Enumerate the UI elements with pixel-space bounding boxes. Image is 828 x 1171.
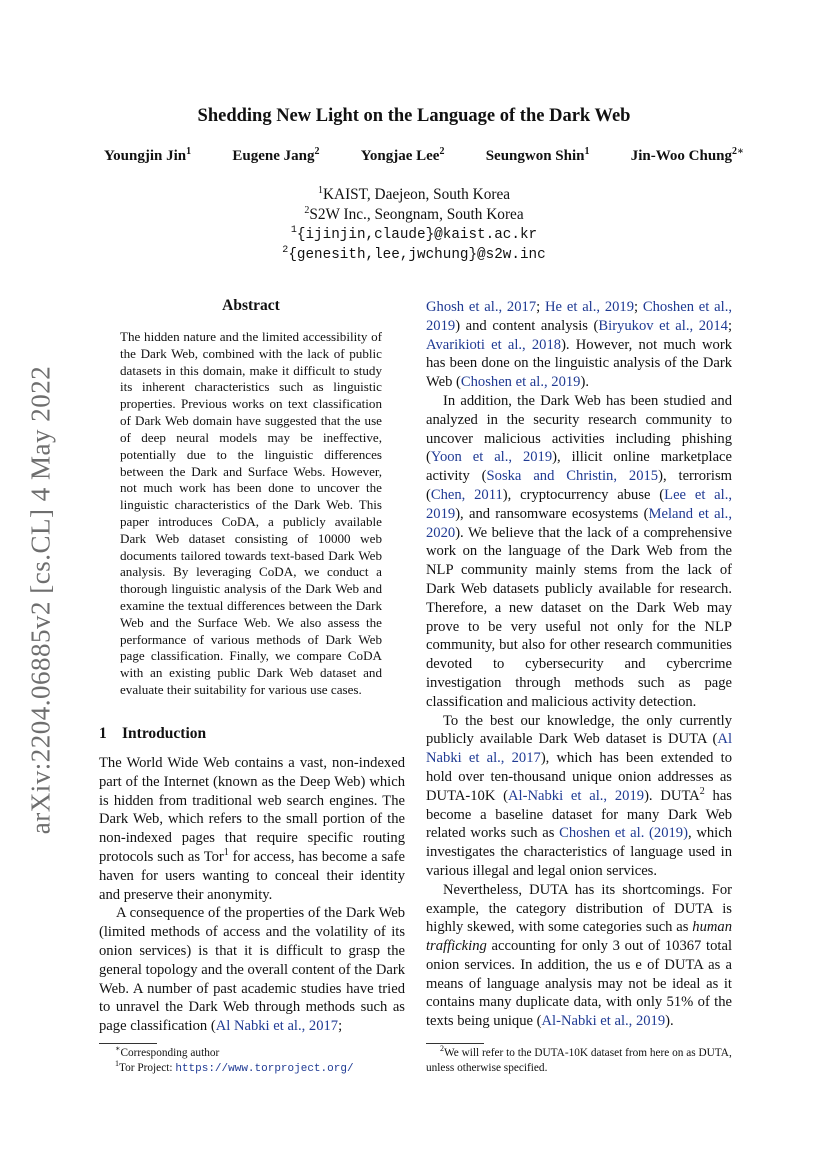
- author-email: $^1${ijinjin,claude}@kaist.ac.kr: [290, 225, 538, 243]
- paper-title: Shedding New Light on the Language of the Dark Web: [197, 106, 631, 126]
- footnote-rule: [426, 1043, 484, 1044]
- citation-link[interactable]: Choshen et al., 2019: [426, 299, 732, 334]
- author: Jin-Woo Chung$^{2∗}$: [630, 146, 744, 164]
- abstract-heading: Abstract: [222, 297, 280, 314]
- paragraph: Ghosh et al., 2017; He et al., 2019; Choshen et al., 2019) and content analysis (Biryukov et al., 2014; Avarikioti et al., 2018). However, not much work has been done on the linguistic analysis of the Dark Web (Choshen et al., 2019).: [426, 299, 732, 391]
- footnote: ∗Corresponding author: [115, 1044, 220, 1059]
- arxiv-identifier: arXiv:2204.06885v2 [cs.CL] 4 May 2022: [25, 365, 56, 835]
- left-column-text: [99, 754, 405, 1036]
- footnote: $^1$Tor Project: https://www.torproject.org/: [115, 1059, 354, 1075]
- author: Youngjin Jin$^1$: [104, 146, 192, 164]
- paragraph: In addition, the Dark Web has been studied and analyzed in the security research community to uncover malicious activities including phishing (Yoon et al., 2019), illicit online marketplace activity (Soska and Christin, 2015), terrorism (Chen, 2011), cryptocurrency abuse (Lee et al., 2019), and ransomware ecosystems (Meland et al., 2020). We believe that the lack of a comprehensive work on the language of the Dark Web from the NLP community mainly stems from the lack of Dark Web datasets publicly available for research. Therefore, a new dataset on the Dark Web may prove to be very useful not only for the NLP community, but also for other research communities devoted to cybersecurity and cybercrime investigation through methods such as page classification and malicious activity detection.: [426, 392, 733, 710]
- paragraph: To the best our knowledge, the only currently publicly available Dark Web dataset is DUTA (Al Nabki et al., 2017), which has been extended to hold over ten-thousand unique onion addresses as DUTA-10K (Al-Nabki et al., 2019). DUTA$^2$ has become a baseline dataset for many Dark Web related works such as Choshen et al. (2019), which investigates the characteristics of language used in various illegal and legal onion services.: [426, 712, 732, 879]
- author-list: [104, 148, 744, 165]
- citation-link[interactable]: Soska and Christin, 2015: [486, 468, 659, 485]
- paragraph: Nevertheless, DUTA has its shortcomings. For example, the category distribution of DUTA is highly skewed, with some categories such as human trafficking accounting for only 3 out of 10367 total onion services. In addition, the us e of DUTA as a means of language analysis may not be ideal as it contains many duplicate data, with only 51% of the texts being unique (Al-Nabki et al., 2019).: [426, 881, 732, 1030]
- citation-link[interactable]: Avarikioti et al., 2018: [426, 336, 562, 353]
- paragraph: A consequence of the properties of the Dark Web (limited methods of access and the volatility of its onion services) is that it is difficult to grasp the general topology and the overall content of the Dark Web. A number of past academic studies have tried to unravel the Dark Web through methods such as page classification (Al Nabki et al., 2017;: [99, 905, 405, 1035]
- citation-link[interactable]: Biryukov et al., 2014: [598, 317, 728, 334]
- author-email: $^2${genesith,lee,jwchung}@s2w.inc: [282, 245, 546, 263]
- footnote-rule: [99, 1043, 157, 1044]
- author: Seungwon Shin$^1$: [485, 146, 590, 164]
- footnote: $^2$We will refer to the DUTA-10K dataset from here on as DUTA, unless otherwise specified.: [426, 1044, 732, 1074]
- affiliation: $^2$S2W Inc., Seongnam, South Korea: [304, 204, 524, 223]
- citation-link[interactable]: He et al., 2019: [545, 299, 635, 315]
- citation-link[interactable]: Choshen et al. (2019): [559, 825, 688, 842]
- author: Yongjae Lee$^2$: [360, 146, 445, 164]
- author: Eugene Jang$^2$: [232, 146, 320, 164]
- citation-link[interactable]: Choshen et al., 2019: [460, 374, 581, 391]
- abstract-body: The hidden nature and the limited accessibility of the Dark Web, combined with the lack of public datasets in this domain, make it difficult to study its inherent characteristics such as linguistic properties. Previous works on text classification of Dark Web domain have suggested that the use of deep neural models may be ineffective, potentially due to the linguistic differences between the Dark and Surface Webs. However, not much work has been done to uncover the linguistic characteristics of the Dark Web. This paper introduces CoDA, a publicly available Dark Web dataset consisting of 10000 web documents tailored towards text-based Dark Web analysis. By leveraging CoDA, we conduct a thorough linguistic analysis of the Dark Web and examine the textual differences between the Dark Web and the Surface Web. We also assess the performance of various methods of Dark Web page classification. Finally, we compare CoDA with an existing public Dark Web dataset and evaluate their suitability for various use cases.: [120, 329, 382, 698]
- citation-link[interactable]: Al Nabki et al., 2017: [215, 1018, 339, 1035]
- citation-link[interactable]: Chen, 2011: [430, 486, 503, 503]
- paragraph: The World Wide Web contains a vast, non-indexed part of the Internet (known as the Deep Web) which is hidden from traditional web search engines. The Dark Web, which refers to the small portion of the non-indexed pages that require specific routing protocols such as Tor$^1$ for access, has become a safe haven for users wanting to conceal their identity and preserve their anonymity.: [99, 755, 405, 903]
- right-column-text: [426, 298, 732, 1031]
- footnote-url-link[interactable]: https://www.torproject.org/: [175, 1063, 354, 1075]
- citation-link[interactable]: Al Nabki et al., 2017: [426, 731, 732, 767]
- section-heading: 1 Introduction: [99, 725, 207, 742]
- affiliation: $^1$KAIST, Daejeon, South Korea: [317, 184, 511, 203]
- citation-link[interactable]: Meland et al., 2020: [426, 505, 732, 541]
- citation-link[interactable]: Lee et al., 2019: [426, 486, 733, 522]
- citation-link[interactable]: Al-Nabki et al., 2019: [541, 1013, 666, 1030]
- citation-link[interactable]: Yoon et al., 2019: [430, 449, 553, 466]
- citation-link[interactable]: Al-Nabki et al., 2019: [508, 787, 645, 804]
- citation-link[interactable]: Ghosh et al., 2017: [426, 299, 537, 315]
